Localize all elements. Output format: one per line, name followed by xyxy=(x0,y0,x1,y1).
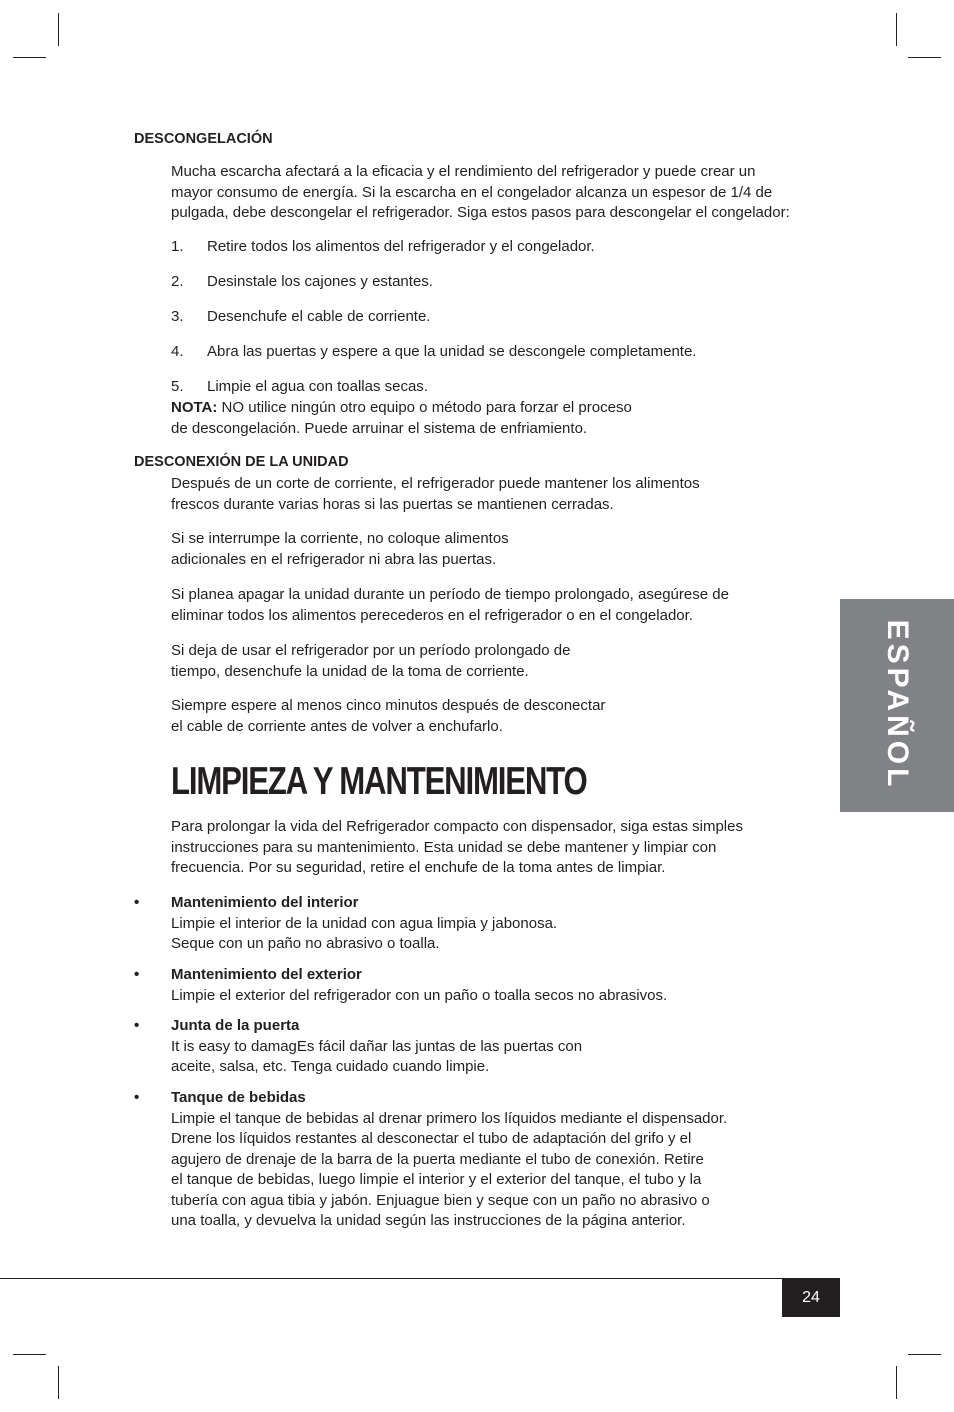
language-tab-label: ESPAÑOL xyxy=(881,619,914,791)
disconnect-paragraph: Si deja de usar el refrigerador por un período prolongado de tiempo, desenchufe la unidad de la toma de corriente. xyxy=(171,642,571,680)
crop-mark xyxy=(58,13,59,46)
language-tab xyxy=(840,599,954,812)
step-text: Desenchufe el cable de corriente. xyxy=(207,308,431,325)
crop-mark xyxy=(58,1366,59,1399)
maintenance-item: Tanque de bebidas Limpie el tanque de bebidas al drenar primero los líquidos mediante el dispensador. Drene los líquidos restantes al desconectar el tubo de adaptación del grifo y el agujero de drenaje de la barra de la puerta mediante el tubo de conexión. Retire el tanque de bebidas, luego limpie el interior y el exterior del tanque, el tubo y la tubería con agua tibia y jabón. Enjuague bien y seque con un paño no abrasivo o una toalla, y devuelva la unidad según las instrucciones de la página anterior. xyxy=(171,1089,728,1229)
defrost-note: NOTA: NO utilice ningún otro equipo o método para forzar el proceso de descongelación. Puede arruinar el sistema de enfriamiento. xyxy=(171,399,632,437)
crop-mark xyxy=(908,57,941,58)
crop-mark xyxy=(13,1354,46,1355)
step-number: 1. xyxy=(171,238,184,255)
bullet-icon: • xyxy=(134,1089,140,1106)
disconnect-paragraph: Si se interrumpe la corriente, no coloque alimentos adicionales en el refrigerador ni abra las puertas. xyxy=(171,530,509,568)
section-title: LIMPIEZA Y MANTENIMIENTO xyxy=(171,760,587,803)
disconnect-heading: DESCONEXIÓN DE LA UNIDAD xyxy=(134,454,349,470)
maintenance-item: Mantenimiento del exterior Limpie el exterior del refrigerador con un paño o toalla secos no abrasivos. xyxy=(171,966,668,1004)
step-number: 3. xyxy=(171,308,184,325)
maintenance-intro: Para prolongar la vida del Refrigerador compacto con dispensador, siga estas simples instrucciones para su mantenimiento. Esta unidad se debe mantener y limpiar con frecuencia. Por su seguridad, retire el enchufe de la toma antes de limpiar. xyxy=(171,818,743,876)
crop-mark xyxy=(896,1366,897,1399)
step-number: 2. xyxy=(171,273,184,290)
page-number: 24 xyxy=(782,1278,840,1317)
disconnect-paragraph: Si planea apagar la unidad durante un período de tiempo prolongado, asegúrese de eliminar todos los alimentos perecederos en el refrigerador o en el congelador. xyxy=(171,586,729,624)
disconnect-paragraph: Siempre espere al menos cinco minutos después de desconectar el cable de corriente antes de volver a enchufarlo. xyxy=(171,697,606,735)
bullet-icon: • xyxy=(134,966,140,983)
defrost-heading: DESCONGELACIÓN xyxy=(134,131,273,147)
step-number: 5. xyxy=(171,378,184,395)
defrost-intro: Mucha escarcha afectará a la eficacia y el rendimiento del refrigerador y puede crear un mayor consumo de energía. Si la escarcha en el congelador alcanza un espesor de 1/4 de pulgada, debe descongelar el refrigerador. Siga estos pasos para descongelar el congelador: xyxy=(171,163,790,221)
maintenance-item: Mantenimiento del interior Limpie el interior de la unidad con agua limpia y jabonosa. Seque con un paño no abrasivo o toalla. xyxy=(171,894,558,952)
disconnect-paragraph: Después de un corte de corriente, el refrigerador puede mantener los alimentos frescos durante varias horas si las puertas se mantienen cerradas. xyxy=(171,475,700,513)
crop-mark xyxy=(13,57,46,58)
step-number: 4. xyxy=(171,343,184,360)
note-label: NOTA: xyxy=(171,399,218,416)
footer-rule xyxy=(0,1278,840,1279)
step-text: Desinstale los cajones y estantes. xyxy=(207,273,433,290)
step-text: Limpie el agua con toallas secas. xyxy=(207,378,428,395)
maintenance-item: Junta de la puerta It is easy to damagEs fácil dañar las juntas de las puertas con aceite, salsa, etc. Tenga cuidado cuando limpie. xyxy=(171,1017,583,1075)
crop-mark xyxy=(896,13,897,46)
bullet-icon: • xyxy=(134,894,140,911)
step-text: Abra las puertas y espere a que la unidad se descongele completamente. xyxy=(207,343,697,360)
bullet-icon: • xyxy=(134,1017,140,1034)
step-text: Retire todos los alimentos del refrigerador y el congelador. xyxy=(207,238,595,255)
crop-mark xyxy=(908,1354,941,1355)
